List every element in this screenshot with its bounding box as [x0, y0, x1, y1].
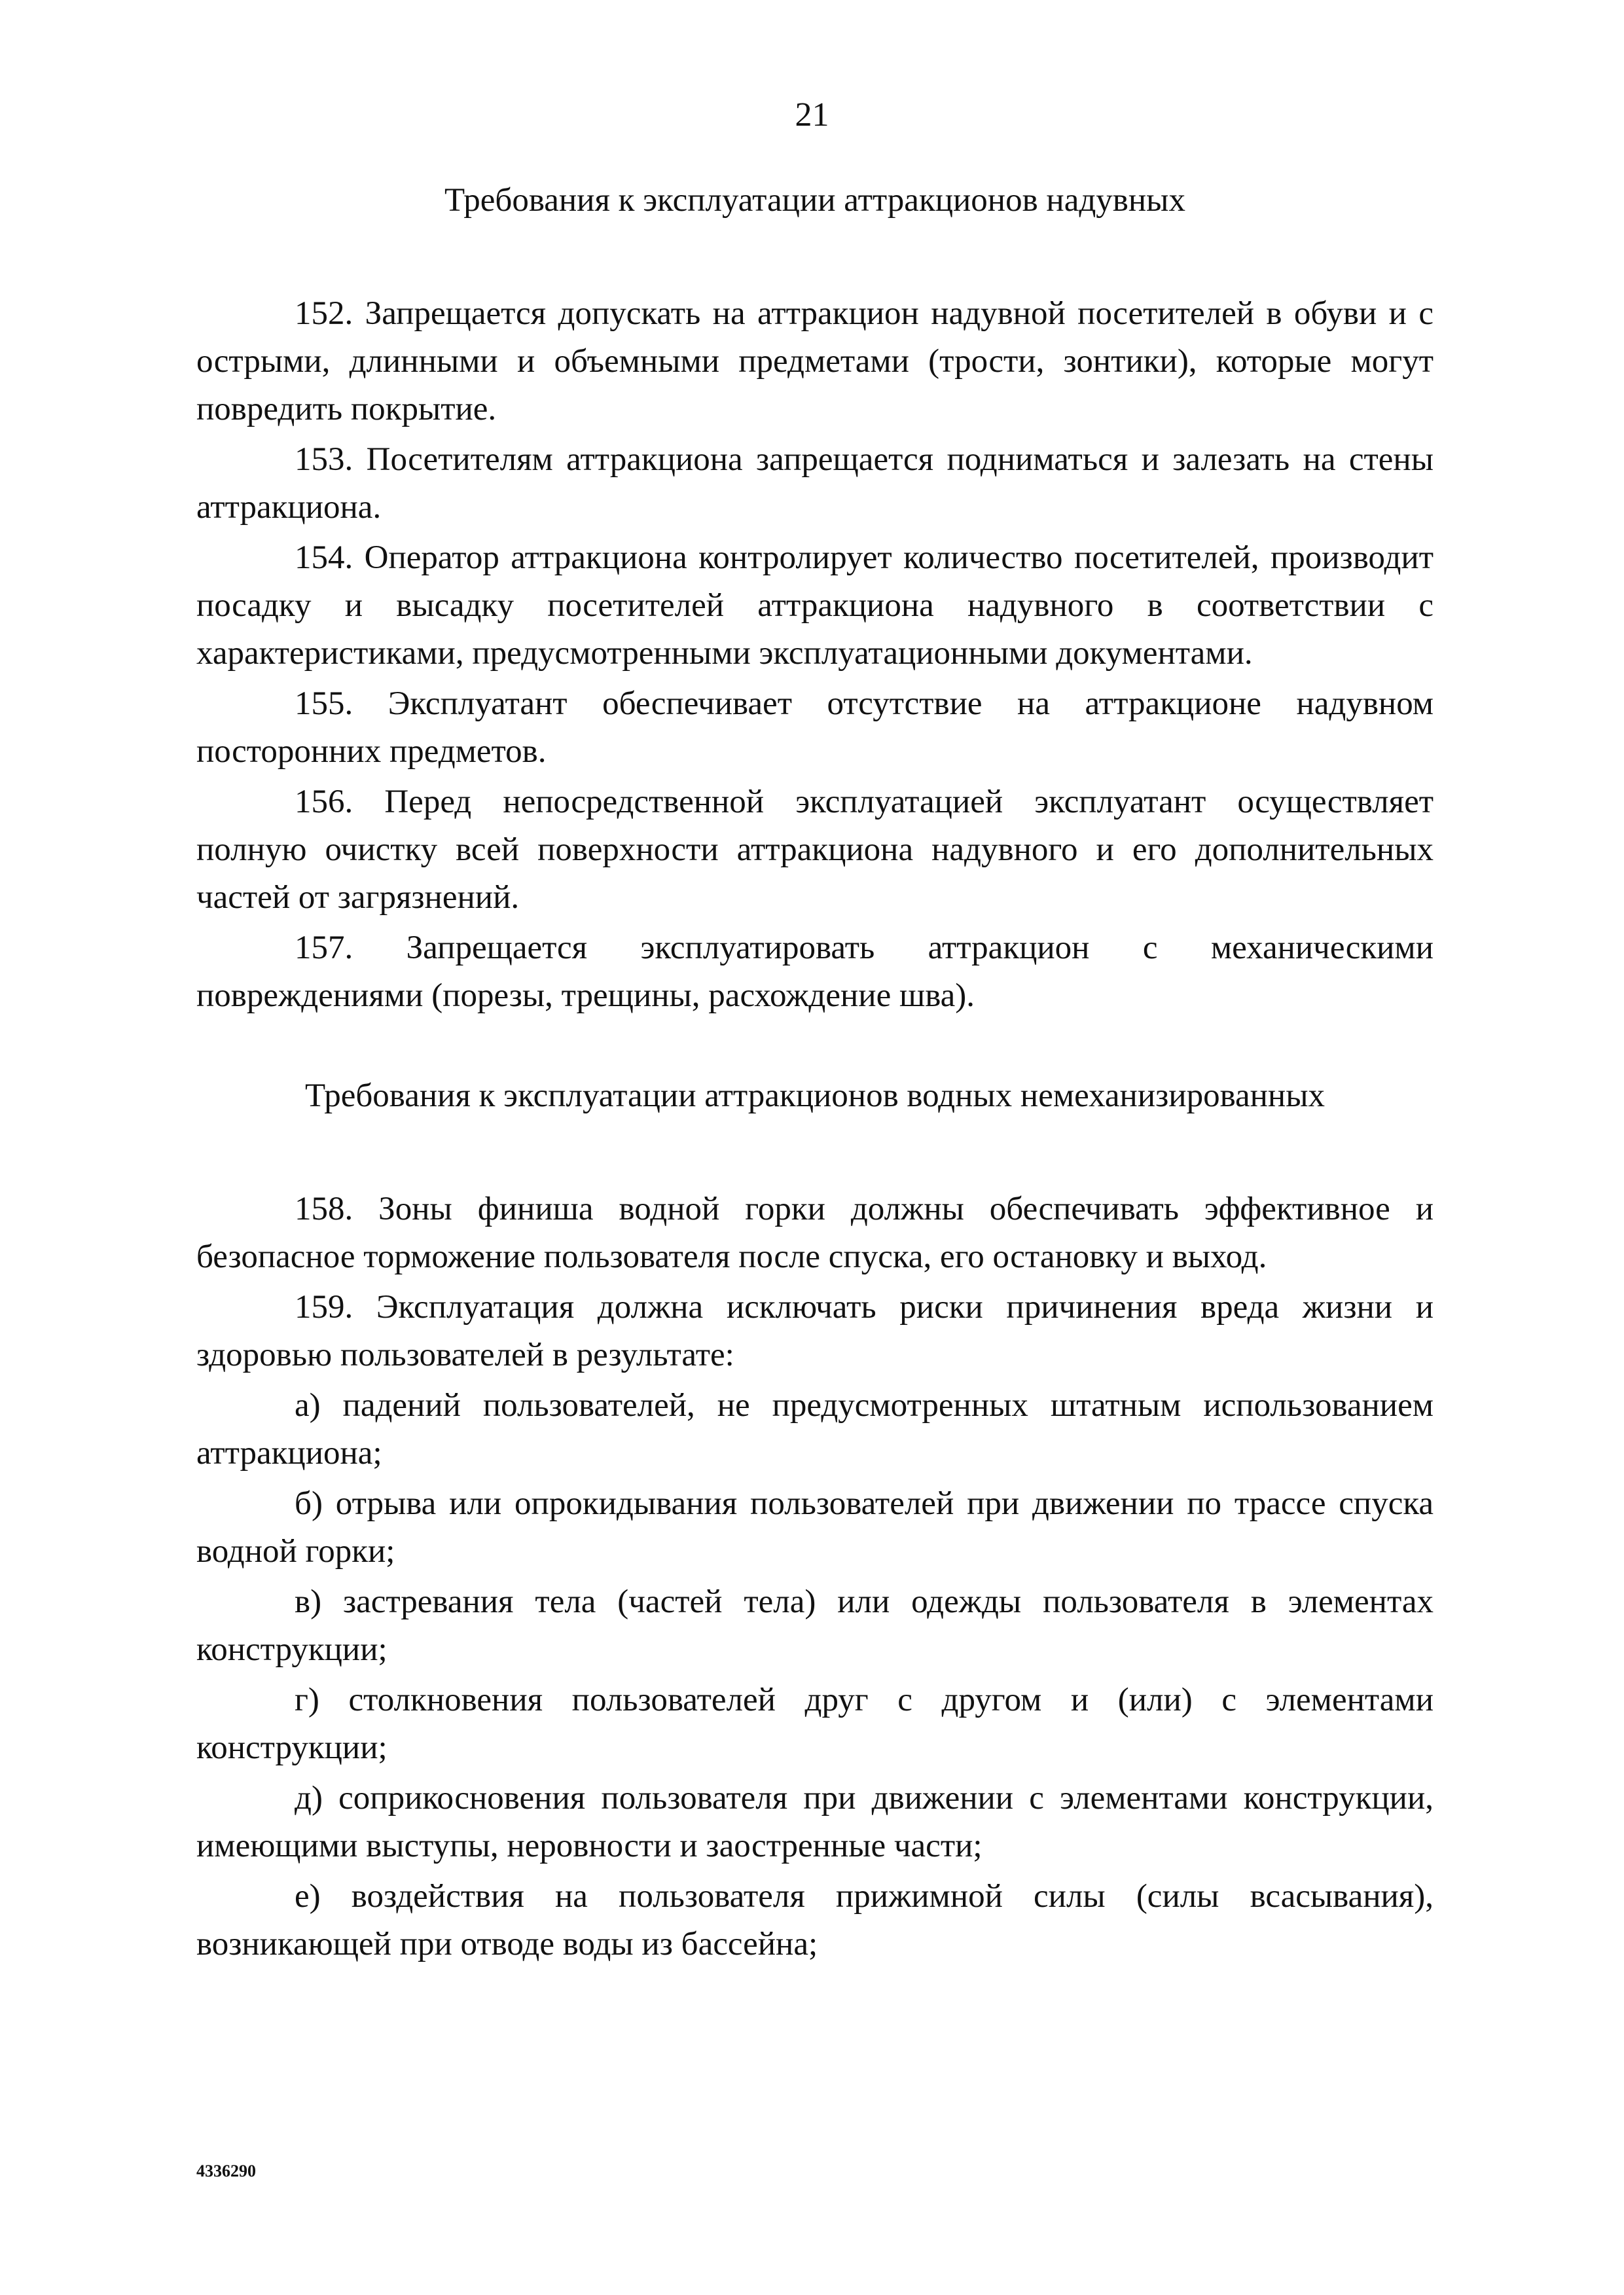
section-heading-inflatable: Требования к эксплуатации аттракционов надувных: [444, 182, 1185, 219]
list-item-e: е) воздействия на пользователя прижимной силы (силы всасывания), возникающей при отводе воды из бассейна;: [196, 1878, 1434, 1962]
paragraph-153: 153. Посетителям аттракциона запрещается подниматься и залезать на стены аттракциона.: [196, 441, 1434, 526]
list-item-d: д) соприкосновения пользователя при движении с элементами конструкции, имеющими выступы, неровности и заостренные части;: [196, 1780, 1434, 1864]
list-item-a: а) падений пользователей, не предусмотренных штатным использованием аттракциона;: [196, 1387, 1434, 1472]
list-item-b: б) отрыва или опрокидывания пользователей при движении по трассе спуска водной горки;: [196, 1485, 1434, 1570]
document-body: [196, 177, 1434, 1971]
paragraph-152: 152. Запрещается допускать на аттракцион надувной посетителей в обуви и с острыми, длинными и объемными предметами (трости, зонтики), которые могут повредить покрытие.: [196, 295, 1434, 427]
paragraph-159: 159. Эксплуатация должна исключать риски причинения вреда жизни и здоровью пользователей в результате:: [196, 1289, 1434, 1373]
paragraph-156: 156. Перед непосредственной эксплуатацией эксплуатант осуществляет полную очистку всей поверхности аттракциона надувного и его дополнительных частей от загрязнений.: [196, 784, 1434, 916]
paragraph-154: 154. Оператор аттракциона контролирует количество посетителей, производит посадку и высадку посетителей аттракциона надувного в соответствии с характеристиками, предусмотренными эксплуатационными документами.: [196, 539, 1434, 672]
page-number: 21: [795, 96, 829, 134]
list-item-g: г) столкновения пользователей друг с другом и (или) с элементами конструкции;: [196, 1682, 1434, 1766]
list-item-v: в) застревания тела (частей тела) или одежды пользователя в элементах конструкции;: [196, 1583, 1434, 1668]
section-heading-water: Требования к эксплуатации аттракционов водных немеханизированных: [305, 1077, 1325, 1114]
paragraph-157: 157. Запрещается эксплуатировать аттракцион с механическими повреждениями (порезы, трещины, расхождение шва).: [196, 930, 1434, 1014]
paragraph-158: 158. Зоны финиша водной горки должны обеспечивать эффективное и безопасное торможение пользователя после спуска, его остановку и выход.: [196, 1191, 1434, 1275]
document-code: 4336290: [196, 2161, 256, 2180]
paragraph-155: 155. Эксплуатант обеспечивает отсутствие на аттракционе надувном посторонних предметов.: [196, 685, 1434, 770]
